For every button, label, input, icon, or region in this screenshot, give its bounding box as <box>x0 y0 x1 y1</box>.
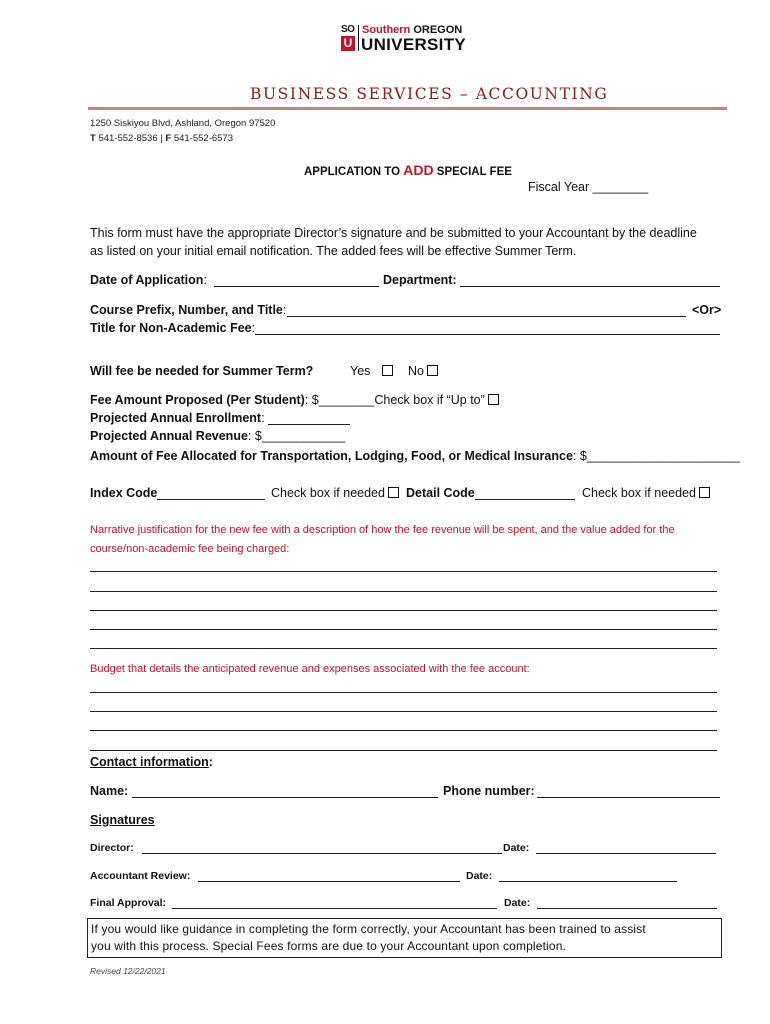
no-option[interactable]: No <box>408 364 438 378</box>
non-academic-title-label: Title for Non-Academic Fee: <box>90 321 256 335</box>
allocated-line: Amount of Fee Allocated for Transportation, Lodging, Food, or Medical Insurance: $______________________ <box>90 449 740 463</box>
narrative-field-line[interactable] <box>90 610 717 611</box>
summer-term-question: Will fee be needed for Summer Term? <box>90 364 314 378</box>
final-approval-signature-field[interactable] <box>172 908 497 909</box>
narrative-field-line[interactable] <box>90 648 717 649</box>
revision-date: Revised 12/22/2021 <box>90 966 166 976</box>
budget-field-line[interactable] <box>90 730 717 731</box>
enrollment-line: Projected Annual Enrollment: <box>90 411 350 425</box>
accountant-signature-field[interactable] <box>198 881 460 882</box>
non-academic-title-field[interactable] <box>255 334 720 335</box>
intro-text-line1: This form must have the appropriate Director’s signature and be submitted to your Accountant by the deadline <box>90 226 697 240</box>
intro-text-line2: as listed on your initial email notification. The added fees will be effective Summer Term. <box>90 244 577 258</box>
detail-code-field[interactable] <box>475 487 575 500</box>
narrative-prompt-line1: Narrative justification for the new fee with a description of how the fee revenue will be spent, and the value added for the <box>90 524 675 536</box>
director-label: Director: <box>90 842 134 854</box>
narrative-field-line[interactable] <box>90 591 717 592</box>
index-code-field[interactable] <box>157 487 265 500</box>
fee-amount-line: Fee Amount Proposed (Per Student): $________Check box if “Up to” <box>90 393 499 407</box>
name-field[interactable] <box>132 797 438 798</box>
form-title: APPLICATION TO ADD SPECIAL FEE <box>304 162 512 178</box>
enrollment-field[interactable] <box>268 412 350 425</box>
budget-field-line[interactable] <box>90 692 717 693</box>
guidance-line1: If you would like guidance in completing the form correctly, your Accountant has been trained to assist <box>91 922 646 936</box>
no-checkbox[interactable] <box>427 365 438 376</box>
up-to-checkbox[interactable] <box>488 394 499 405</box>
final-approval-date-field[interactable] <box>537 908 717 909</box>
narrative-field-line[interactable] <box>90 629 717 630</box>
accountant-date-label: Date: <box>466 870 493 882</box>
narrative-field-line[interactable] <box>90 571 717 572</box>
index-code-checkbox[interactable] <box>388 487 399 498</box>
date-of-application-label: Date of Application: <box>90 273 207 287</box>
director-signature-field[interactable] <box>142 853 502 854</box>
university-logo: SO U Southern OREGON UNIVERSITY <box>341 24 467 54</box>
detail-code-line: Detail Code <box>406 486 575 500</box>
budget-prompt: Budget that details the anticipated revenue and expenses associated with the fee account: <box>90 663 530 675</box>
director-date-field[interactable] <box>536 853 716 854</box>
guidance-line2: you with this process. Special Fees forms are due to your Accountant upon completion. <box>91 939 566 953</box>
accountant-review-label: Accountant Review: <box>90 870 191 882</box>
narrative-prompt-line2: course/non-academic fee being charged: <box>90 543 290 555</box>
revenue-line: Projected Annual Revenue: $____________ <box>90 429 346 443</box>
su-logo-mark: SO U <box>341 24 355 50</box>
address: 1250 Siskiyou Blvd, Ashland, Oregon 97520 <box>90 118 276 129</box>
course-prefix-field[interactable] <box>287 316 686 317</box>
fiscal-year-field[interactable]: Fiscal Year ________ <box>528 180 649 194</box>
budget-field-line[interactable] <box>90 711 717 712</box>
final-approval-date-label: Date: <box>504 897 531 909</box>
signatures-heading: Signatures <box>90 813 155 827</box>
date-of-application-field[interactable] <box>214 286 379 287</box>
department-label: Department: <box>383 273 457 287</box>
yes-checkbox[interactable] <box>382 365 393 376</box>
phone-number-label: Phone number: <box>443 784 535 798</box>
contact-info-heading: Contact information: <box>90 755 213 769</box>
guidance-box <box>87 918 722 958</box>
department-title: BUSINESS SERVICES – ACCOUNTING <box>250 85 609 103</box>
phone-fax: T 541-552-8536 | F 541-552-6573 <box>90 133 233 144</box>
course-prefix-label: Course Prefix, Number, and Title: <box>90 303 287 317</box>
index-check-label: Check box if needed <box>271 486 399 500</box>
accountant-date-field[interactable] <box>499 881 677 882</box>
detail-check-label: Check box if needed <box>582 486 710 500</box>
final-approval-label: Final Approval: <box>90 897 167 909</box>
yes-option[interactable]: Yes <box>350 364 393 378</box>
detail-code-checkbox[interactable] <box>699 487 710 498</box>
name-label: Name: <box>90 784 129 798</box>
director-date-label: Date: <box>503 842 530 854</box>
budget-field-line[interactable] <box>90 750 717 751</box>
header-divider <box>88 107 727 110</box>
or-label: <Or> <box>692 303 722 317</box>
index-code-line: Index Code <box>90 486 265 500</box>
phone-number-field[interactable] <box>537 797 720 798</box>
department-field[interactable] <box>460 286 720 287</box>
